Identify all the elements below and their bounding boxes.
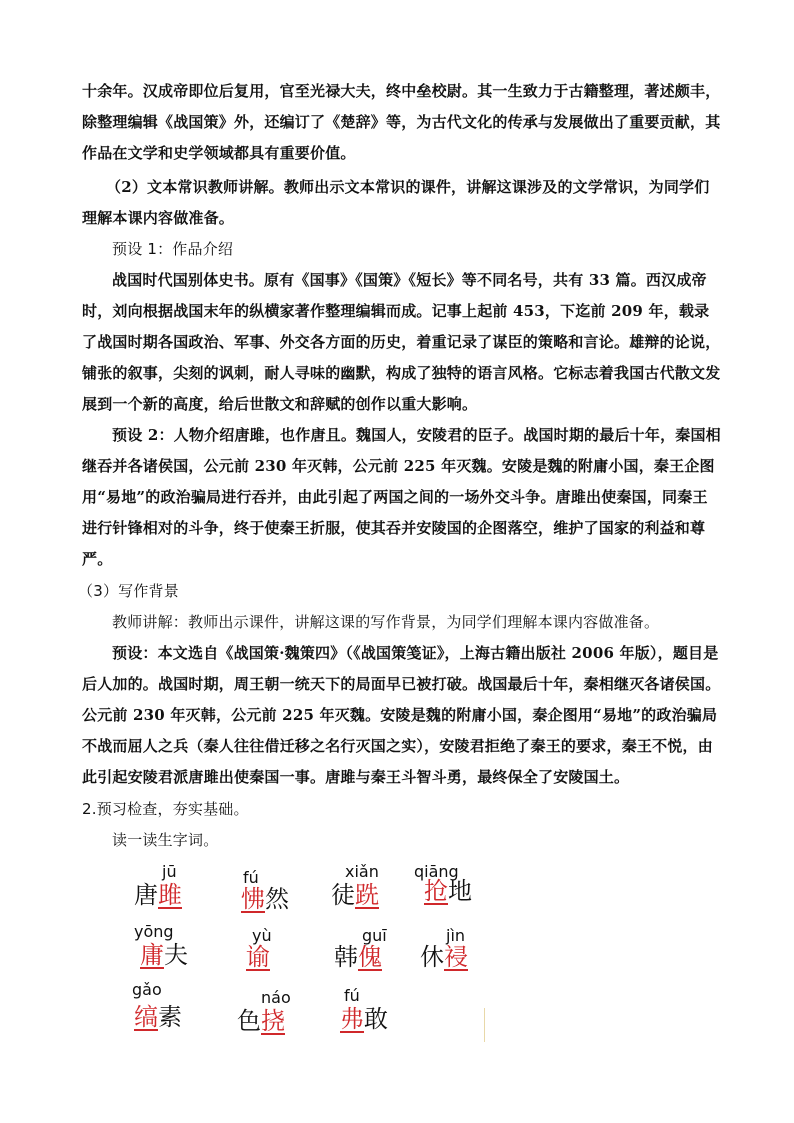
vocab-word: 弗敢 — [340, 1005, 388, 1033]
paragraph-text-knowledge: （2）文本常识教师讲解。教师出示文本常识的课件，讲解这课涉及的文学常识，为同学们理解本课内容做准备。 — [82, 178, 710, 227]
vocab-word: 抢地 — [424, 877, 472, 905]
section-writing-background: （3）写作背景 — [78, 582, 179, 600]
pinyin-label: yù — [252, 926, 272, 945]
pinyin-label: qiāng — [414, 862, 459, 881]
vocab-word: 怫然 — [241, 885, 289, 913]
pinyin-label: xiǎn — [345, 862, 379, 881]
section-preview-check: 2.预习检查，夯实基础。 — [82, 800, 249, 818]
vocab-word: 谕 — [246, 943, 270, 971]
pinyin-label: náo — [261, 988, 291, 1007]
pinyin-label: fú — [243, 868, 259, 887]
paragraph-work-intro: 战国时代国别体史书。原有《国事》《国策》《短长》等不同名号，共有 33 篇。西汉成帝时，刘向根据战国末年的纵横家著作整理编辑而成。记事上起前 453，下迄前 209 年，载录了战国时期各国政治、军事、外交各方面的历史，着重记录了谋臣的策略和言论。雄辩的论说，铺张的叙事，尖刻的讽刺，耐人寻味的幽默，构成了独特的语言风格。它标志着我国古代散文发展到一个新的高度，给后世散文和辞赋的创作以重大影响。 — [82, 271, 721, 413]
divider-line — [484, 1008, 485, 1042]
pinyin-label: guī — [362, 926, 387, 945]
preset-1-heading: 预设 1：作品介绍 — [112, 240, 234, 258]
vocab-word: 休祲 — [420, 943, 468, 971]
vocab-word: 唐雎 — [134, 881, 182, 909]
paragraph-teacher-explain: 教师讲解：教师出示课件，讲解这课的写作背景，为同学们理解本课内容做准备。 — [112, 613, 660, 631]
pinyin-label: gǎo — [132, 980, 162, 999]
vocab-word: 缟素 — [134, 1003, 182, 1031]
pinyin-label: jū — [162, 862, 177, 881]
vocab-word: 韩傀 — [334, 943, 382, 971]
vocab-instruction: 读一读生字词。 — [112, 831, 219, 849]
vocab-word: 徒跣 — [331, 881, 379, 909]
vocab-word: 色挠 — [237, 1007, 285, 1035]
pinyin-label: yōng — [134, 922, 174, 941]
paragraph-background-preset: 预设：本文选自《战国策·魏策四》（《战国策笺证》，上海古籍出版社 2006 年版），题目是后人加的。战国时期，周王朝一统天下的局面早已被打破。战国最后十年，秦相继灭各诸侯国。公元前 230 年灭韩，公元前 225 年灭魏。安陵是魏的附庸小国，秦企图用“易地”的政治骗局不战而屈人之兵（秦人往往借迁移之名行灭国之实），安陵君拒绝了秦王的要求，秦王不悦，由此引起安陵君派唐雎出使秦国一事。唐雎与秦王斗智斗勇，最终保全了安陵国土。 — [82, 644, 721, 786]
paragraph-character-intro: 预设 2：人物介绍唐雎，也作唐且。魏国人，安陵君的臣子。战国时期的最后十年，秦国相继吞并各诸侯国，公元前 230 年灭韩，公元前 225 年灭魏。安陵是魏的附庸小国，秦王企图用“易地”的政治骗局进行吞并，由此引起了两国之间的一场外交斗争。唐雎出使秦国，同秦王进行针锋相对的斗争，终于使秦王折服，使其吞并安陵国的企图落空，维护了国家的利益和尊严。 — [82, 426, 721, 568]
paragraph-liuxiang-bio: 十余年。汉成帝即位后复用，官至光禄大夫，终中垒校尉。其一生致力于古籍整理，著述颇丰，除整理编辑《战国策》外，还编订了《楚辞》等，为古代文化的传承与发展做出了重要贡献，其作品在文学和史学领域都具有重要价值。 — [82, 82, 721, 162]
vocab-word: 庸夫 — [140, 941, 188, 969]
pinyin-label: jìn — [446, 926, 466, 945]
pinyin-label: fú — [344, 986, 360, 1005]
